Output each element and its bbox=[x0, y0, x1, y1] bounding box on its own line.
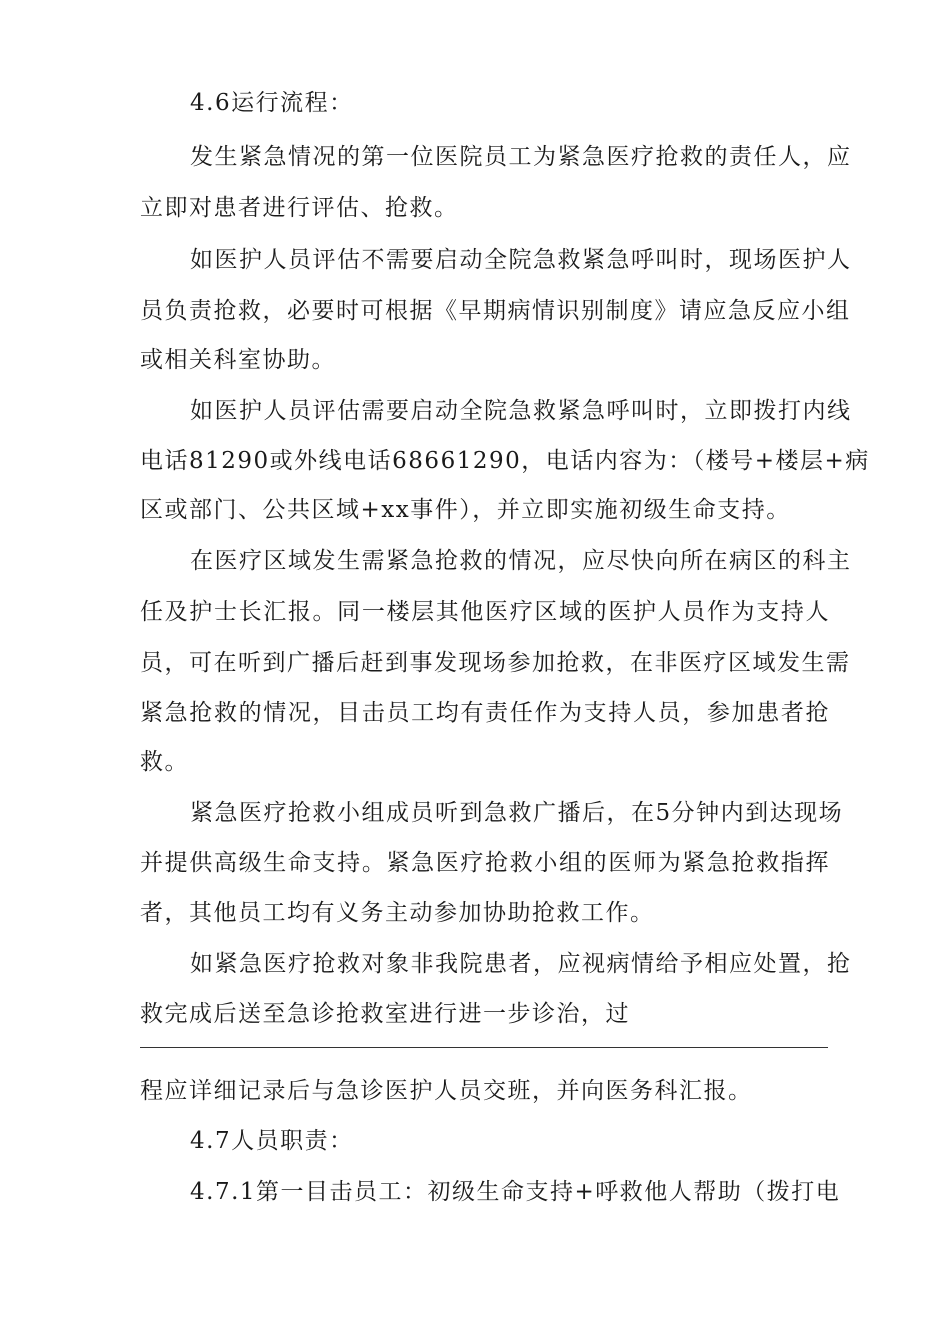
section-heading-4-6: 4.6运行流程： bbox=[190, 90, 354, 116]
paragraph-line: 紧急抢救的情况，目击员工均有责任作为支持人员，参加患者抢 bbox=[140, 700, 830, 726]
paragraph-line: 员负责抢救，必要时可根据《早期病情识别制度》请应急反应小组 bbox=[140, 298, 851, 324]
paragraph-line: 如医护人员评估不需要启动全院急救紧急呼叫时，现场医护人 bbox=[190, 247, 852, 273]
page-break-divider bbox=[140, 1047, 828, 1048]
paragraph-line: 者，其他员工均有义务主动参加协助抢救工作。 bbox=[140, 900, 655, 926]
paragraph-line: 救。 bbox=[140, 749, 189, 775]
paragraph-line: 紧急医疗抢救小组成员听到急救广播后，在5分钟内到达现场 bbox=[190, 800, 844, 826]
paragraph-line: 或相关科室协助。 bbox=[140, 347, 336, 373]
paragraph-line: 区或部门、公共区域+xx事件），并立即实施初级生命支持。 bbox=[140, 497, 791, 523]
list-item-4-7-1: 4.7.1第一目击员工：初级生命支持+呼救他人帮助（拨打电 bbox=[190, 1179, 841, 1205]
section-heading-4-7: 4.7人员职责： bbox=[190, 1128, 354, 1154]
paragraph-line: 任及护士长汇报。同一楼层其他医疗区域的医护人员作为支持人 bbox=[140, 599, 830, 625]
paragraph-line: 并提供高级生命支持。紧急医疗抢救小组的医师为紧急抢救指挥 bbox=[140, 850, 830, 876]
paragraph-line: 在医疗区域发生需紧急抢救的情况，应尽快向所在病区的科主 bbox=[190, 548, 852, 574]
paragraph-line: 电话81290或外线电话68661290，电话内容为：（楼号+楼层+病 bbox=[140, 448, 870, 474]
paragraph-line: 发生紧急情况的第一位医院员工为紧急医疗抢救的责任人，应 bbox=[190, 144, 852, 170]
paragraph-line: 救完成后送至急诊抢救室进行进一步诊治，过 bbox=[140, 1001, 630, 1027]
paragraph-line: 如紧急医疗抢救对象非我院患者，应视病情给予相应处置，抢 bbox=[190, 951, 852, 977]
paragraph-line: 程应详细记录后与急诊医护人员交班，并向医务科汇报。 bbox=[140, 1078, 753, 1104]
paragraph-line: 如医护人员评估需要启动全院急救紧急呼叫时，立即拨打内线 bbox=[190, 398, 852, 424]
paragraph-line: 员，可在听到广播后赶到事发现场参加抢救，在非医疗区域发生需 bbox=[140, 650, 851, 676]
paragraph-line: 立即对患者进行评估、抢救。 bbox=[140, 195, 459, 221]
